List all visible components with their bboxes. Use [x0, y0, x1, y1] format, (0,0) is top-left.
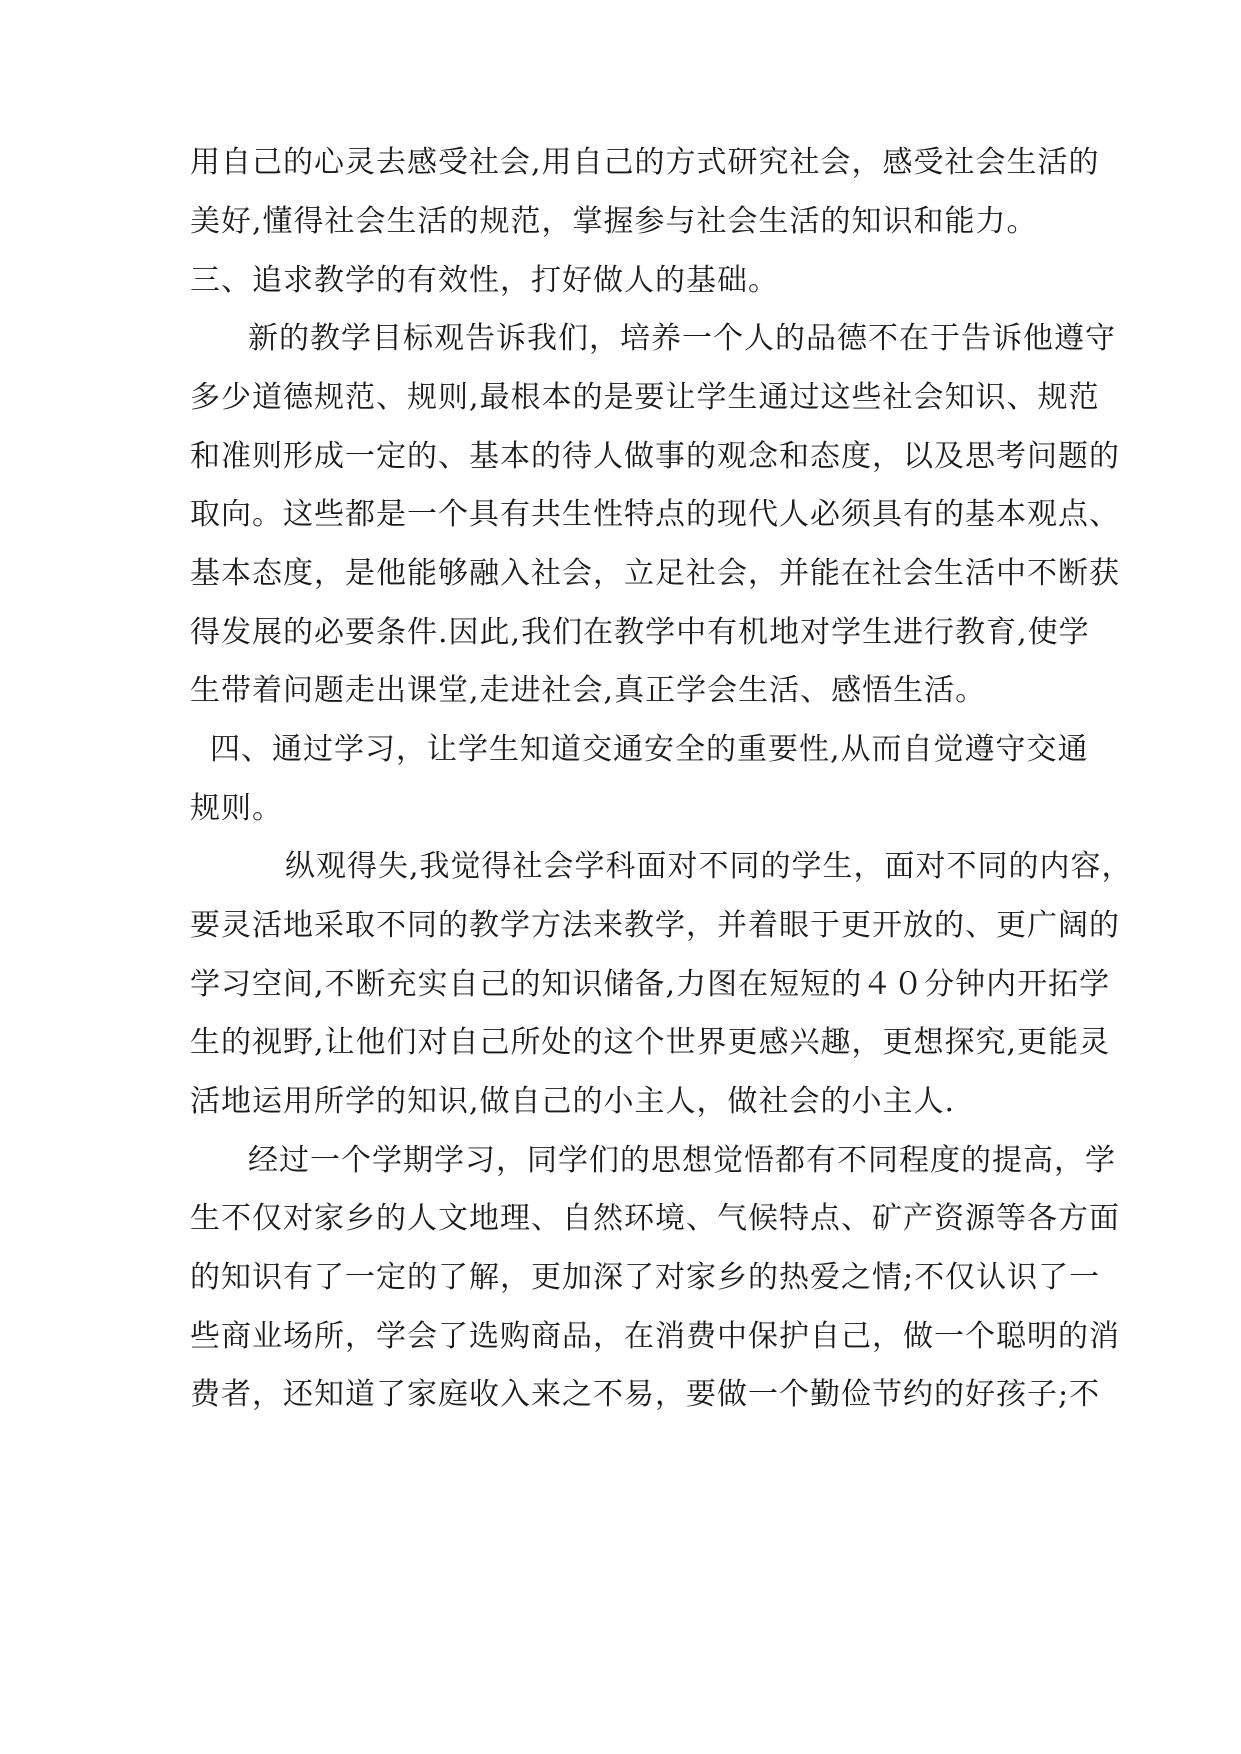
text-line: 得发展的必要条件.因此,我们在教学中有机地对学生进行教育,使学	[190, 615, 1090, 650]
text-line: 要灵活地采取不同的教学方法来教学，并着眼于更开放的、更广阔的	[190, 908, 1120, 943]
text-line: 的知识有了一定的了解，更加深了对家乡的热爱之情;不仅认识了一	[190, 1260, 1101, 1295]
text-line: 用自己的心灵去感受社会,用自己的方式研究社会，感受社会生活的	[190, 145, 1100, 180]
text-line: 些商业场所，学会了选购商品，在消费中保护自己，做一个聪明的消	[190, 1319, 1120, 1354]
text-line: 生不仅对家乡的人文地理、自然环境、气候特点、矿产资源等各方面	[190, 1201, 1120, 1236]
section-heading: 三、追求教学的有效性，打好做人的基础。	[190, 263, 779, 298]
text-line: 取向。这些都是一个具有共生性特点的现代人必须具有的基本观点、	[190, 497, 1120, 532]
text-line: 生的视野,让他们对自己所处的这个世界更感兴趣，更想探究,更能灵	[190, 1025, 1111, 1060]
text-line: 规则。	[190, 791, 283, 826]
section-heading: 四、通过学习，让学生知道交通安全的重要性,从而自觉遵守交通	[210, 732, 1089, 767]
text-line: 学习空间,不断充实自己的知识储备,力图在短短的４０分钟内开拓学	[190, 967, 1111, 1002]
text-line: 活地运用所学的知识,做自己的小主人，做社会的小主人.	[190, 1084, 956, 1119]
text-line: 和准则形成一定的、基本的待人做事的观念和态度，以及思考问题的	[190, 439, 1120, 474]
text-line: 新的教学目标观告诉我们，培养一个人的品德不在于告诉他遵守	[248, 321, 1116, 356]
text-line: 多少道德规范、规则,最根本的是要让学生通过这些社会知识、规范	[190, 380, 1100, 415]
text-line: 基本态度，是他能够融入社会，立足社会，并能在社会生活中不断获	[190, 556, 1120, 591]
text-line: 费者，还知道了家庭收入来之不易，要做一个勤俭节约的好孩子;不	[190, 1377, 1101, 1412]
text-line: 生带着问题走出课堂,走进社会,真正学会生活、感悟生活。	[190, 673, 987, 708]
text-line: 纵观得失,我觉得社会学科面对不同的学生，面对不同的内容，	[285, 849, 1133, 884]
text-line: 经过一个学期学习，同学们的思想觉悟都有不同程度的提高，学	[248, 1143, 1116, 1178]
text-line: 美好,懂得社会生活的规范，掌握参与社会生活的知识和能力。	[190, 204, 1038, 239]
